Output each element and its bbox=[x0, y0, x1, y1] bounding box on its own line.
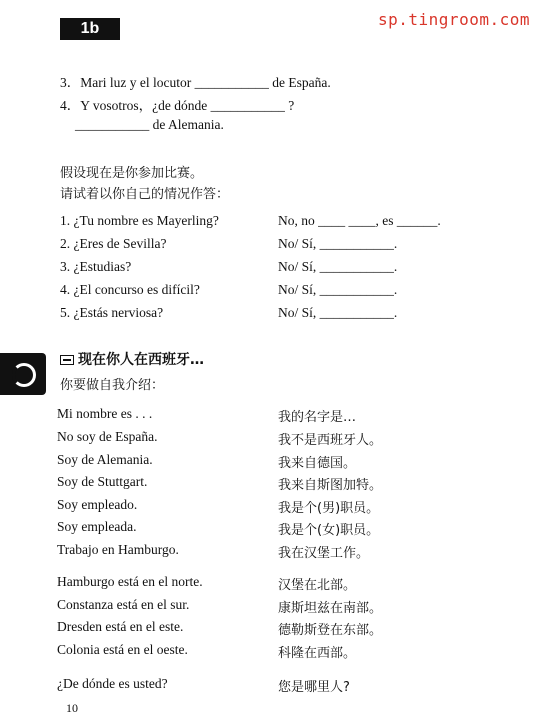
phrase-es-9: Constanza está en el sur. bbox=[57, 597, 190, 612]
phrase-es-11: Colonia está en el oeste. bbox=[57, 642, 188, 657]
side-tab-marker bbox=[0, 353, 46, 395]
question-1: 1. ¿Tu nombre es Mayerling? bbox=[60, 213, 219, 228]
exercise-line-4: 4．Y vosotros，¿de dónde ___________ ? bbox=[60, 98, 295, 113]
cassette-icon bbox=[60, 355, 74, 365]
phrase-es-5: Soy empleado. bbox=[57, 497, 138, 512]
phrase-zh-10: 德勒斯登在东部。 bbox=[278, 623, 383, 638]
instruction-1: 假设现在是你参加比赛。 bbox=[60, 166, 204, 181]
phrase-zh-7: 我在汉堡工作。 bbox=[278, 546, 370, 561]
cd-icon bbox=[12, 363, 36, 387]
phrase-zh-11: 科隆在西部。 bbox=[278, 646, 357, 661]
instruction-2: 请试着以你自己的情况作答： bbox=[60, 187, 230, 202]
answer-2: No/ Sí, ___________. bbox=[278, 236, 398, 251]
phrase-zh-8: 汉堡在北部。 bbox=[278, 578, 357, 593]
section-heading bbox=[60, 349, 204, 369]
phrase-zh-6: 我是个(女)职员。 bbox=[278, 523, 380, 538]
phrase-zh-9: 康斯坦兹在南部。 bbox=[278, 601, 383, 616]
lesson-badge: 1b bbox=[60, 18, 120, 40]
phrase-zh-1: 我的名字是… bbox=[278, 410, 357, 425]
phrase-es-12: ¿De dónde es usted? bbox=[57, 676, 168, 691]
answer-4: No/ Sí, ___________. bbox=[278, 282, 398, 297]
phrase-es-6: Soy empleada. bbox=[57, 519, 137, 534]
question-4: 4. ¿El concurso es difícil? bbox=[60, 282, 200, 297]
phrase-zh-2: 我不是西班牙人。 bbox=[278, 433, 383, 448]
phrase-es-10: Dresden está en el este. bbox=[57, 619, 184, 634]
section-title: 现在你人在西班牙… bbox=[78, 352, 204, 368]
phrase-zh-12: 您是哪里人? bbox=[278, 680, 350, 695]
question-5: 5. ¿Estás nerviosa? bbox=[60, 305, 164, 320]
answer-1: No, no ____ ____, es ______. bbox=[278, 213, 441, 228]
phrase-zh-4: 我来自斯图加特。 bbox=[278, 478, 383, 493]
phrase-es-1: Mi nombre es . . . bbox=[57, 406, 153, 421]
phrase-es-8: Hamburgo está en el norte. bbox=[57, 574, 203, 589]
phrase-es-7: Trabajo en Hamburgo. bbox=[57, 542, 179, 557]
watermark: sp.tingroom.com bbox=[378, 10, 530, 29]
phrase-es-3: Soy de Alemania. bbox=[57, 452, 153, 467]
answer-5: No/ Sí, ___________. bbox=[278, 305, 398, 320]
exercise-line-3: 3．Mari luz y el locutor ___________ de España. bbox=[60, 75, 331, 90]
answer-3: No/ Sí, ___________. bbox=[278, 259, 398, 274]
section-subtitle: 你要做自我介绍： bbox=[60, 378, 165, 393]
phrase-es-2: No soy de España. bbox=[57, 429, 158, 444]
exercise-line-4b: ___________ de Alemania. bbox=[75, 117, 224, 132]
phrase-zh-3: 我来自德国。 bbox=[278, 456, 357, 471]
page-number: 10 bbox=[66, 701, 78, 715]
phrase-es-4: Soy de Stuttgart. bbox=[57, 474, 148, 489]
question-3: 3. ¿Estudias? bbox=[60, 259, 132, 274]
phrase-zh-5: 我是个(男)职员。 bbox=[278, 501, 380, 516]
question-2: 2. ¿Eres de Sevilla? bbox=[60, 236, 167, 251]
